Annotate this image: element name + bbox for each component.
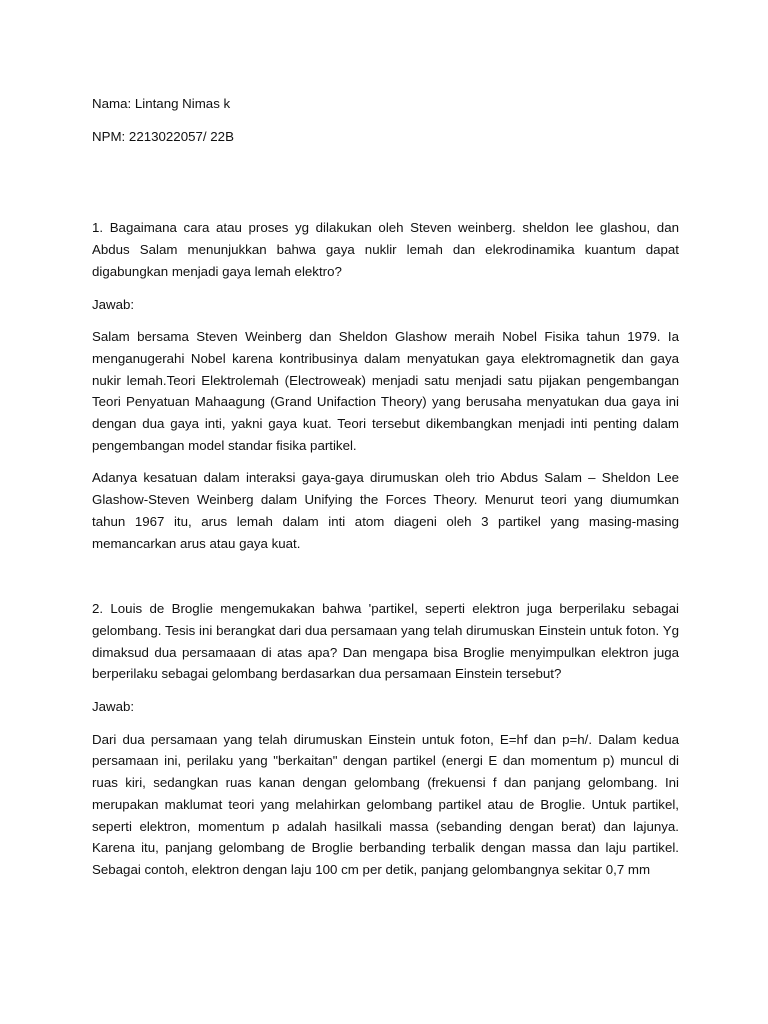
- answer-label: Jawab:: [92, 699, 135, 715]
- document-body: [92, 93, 679, 881]
- answer-paragraph: Salam bersama Steven Weinberg dan Sheldon Glashow meraih Nobel Fisika tahun 1979. Ia menganugerahi Nobel karena kontribusinya dalam menyatukan gaya elektromagnetik dan gaya nukir lemah.Teori Elektrolemah (Electroweak) menjadi satu menjadi satu pijakan pengembangan Teori Penyatuan Mahaagung (Grand Unifaction Theory) yang berusaha menyatukan dua gaya ini dengan dua gaya inti, yakni gaya kuat. Teori tersebut dikembangkan menjadi inti penting dalam pengembangan model standar fisika partikel.: [92, 329, 679, 453]
- question-text: 2. Louis de Broglie mengemukakan bahwa 'partikel, seperti elektron juga berperilaku sebagai gelombang. Tesis ini berangkat dari dua persamaan yang telah dirumuskan Einstein untuk foton. Yg dimaksud dua persamaaan di atas apa? Dan mengapa bisa Broglie menyimpulkan elektron juga berperilaku sebagai gelombang berdasarkan dua persamaan Einstein tersebut?: [92, 601, 679, 682]
- answer-paragraph: Adanya kesatuan dalam interaksi gaya-gaya dirumuskan oleh trio Abdus Salam – Sheldon Lee Glashow-Steven Weinberg dalam Unifying the Forces Theory. Menurut teori yang diumumkan tahun 1967 itu, arus lemah dalam inti atom diageni oleh 3 partikel yang masing-masing memancarkan arus atau gaya kuat.: [92, 470, 679, 551]
- answer-paragraph: Dari dua persamaan yang telah dirumuskan Einstein untuk foton, E=hf dan p=h/. Dalam kedua persamaan ini, perilaku yang "berkaitan" dengan partikel (energi E dan momentum p) muncul di ruas kiri, sedangkan ruas kanan dengan gelombang (frekuensi f dan panjang gelombang. Ini merupakan maklumat teori yang melahirkan gelombang partikel atau de Broglie. Untuk partikel, seperti elektron, momentum p adalah hasilkali massa (sebanding dengan berat) dan lajunya. Karena itu, panjang gelombang de Broglie berbanding terbalik dengan massa dan laju partikel. Sebagai contoh, elektron dengan laju 100 cm per detik, panjang gelombangnya sekitar 0,7 mm: [92, 731, 679, 877]
- student-name: Nama: Lintang Nimas k: [92, 96, 231, 111]
- question-block-1: [92, 217, 679, 554]
- student-npm: NPM: 2213022057/ 22B: [92, 128, 234, 144]
- question-text: 1. Bagaimana cara atau proses yg dilakukan oleh Steven weinberg. sheldon lee glashou, dan Abdus Salam menunjukkan bahwa gaya nuklir lemah dan elekrodinamika kuantum dapat digabungkan menjadi gaya lemah elektro?: [92, 220, 679, 279]
- answer-label: Jawab:: [92, 296, 135, 312]
- question-block-2: [92, 598, 679, 880]
